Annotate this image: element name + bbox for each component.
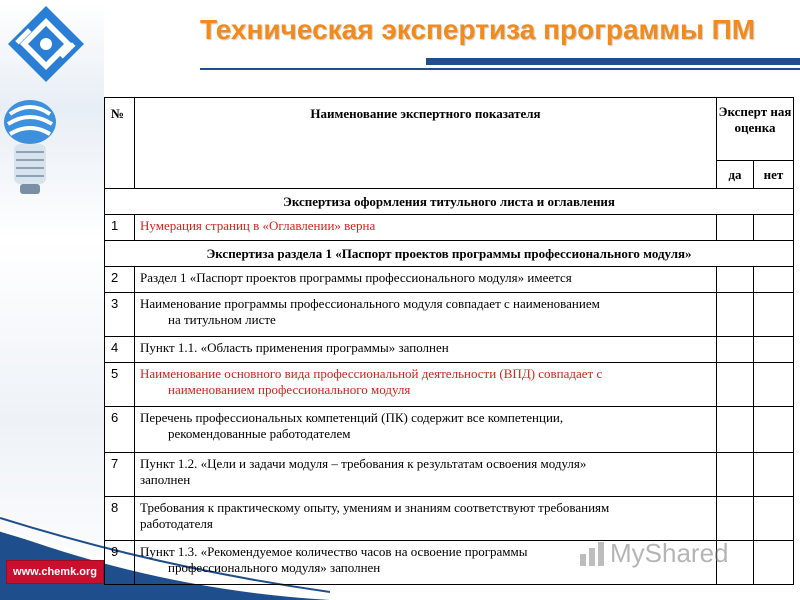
row-text: Пункт 1.3. «Рекомендуемое количество часов на освоение программы профессионального модуля» заполнен bbox=[135, 541, 717, 585]
slide-title: Техническая экспертиза программы ПМ bbox=[200, 14, 756, 45]
cell-yes[interactable] bbox=[717, 497, 754, 541]
cell-yes[interactable] bbox=[717, 293, 754, 337]
cell-yes[interactable] bbox=[717, 407, 754, 453]
watermark-chart-icon bbox=[578, 538, 610, 568]
cell-yes[interactable] bbox=[717, 215, 754, 241]
cell-no[interactable] bbox=[754, 337, 794, 363]
row-number: 6 bbox=[105, 407, 135, 453]
expertise-table bbox=[104, 97, 793, 585]
cell-no[interactable] bbox=[754, 293, 794, 337]
row-number: 5 bbox=[105, 363, 135, 407]
cell-no[interactable] bbox=[754, 267, 794, 293]
header-num: № bbox=[105, 98, 135, 189]
title-rule-thin bbox=[200, 68, 800, 70]
header-no: нет bbox=[754, 161, 794, 189]
row-text: Наименование основного вида профессиональной деятельности (ВПД) совпадает с наименованием профессионального модуля bbox=[135, 363, 717, 407]
cell-no[interactable] bbox=[754, 215, 794, 241]
cell-yes[interactable] bbox=[717, 337, 754, 363]
cell-no[interactable] bbox=[754, 363, 794, 407]
row-number: 1 bbox=[105, 215, 135, 241]
header-yes: да bbox=[717, 161, 754, 189]
website-url[interactable]: www.chemk.org bbox=[13, 566, 97, 578]
row-number: 2 bbox=[105, 267, 135, 293]
row-text: Раздел 1 «Паспорт проектов программы профессионального модуля» имеется bbox=[135, 267, 717, 293]
row-text: Нумерация страниц в «Оглавлении» верна bbox=[135, 215, 717, 241]
header-name: Наименование экспертного показателя bbox=[135, 98, 717, 189]
cell-no[interactable] bbox=[754, 407, 794, 453]
watermark: MyShared bbox=[610, 538, 729, 568]
header-expert: Эксперт ная оценка bbox=[717, 98, 794, 161]
row-text: Требования к практическому опыту, умениям и знаниям соответствуют требованиям работодателя bbox=[135, 497, 717, 541]
section-title: Экспертиза оформления титульного листа и оглавления bbox=[105, 189, 794, 215]
row-number: 3 bbox=[105, 293, 135, 337]
cell-no[interactable] bbox=[754, 453, 794, 497]
row-text: Пункт 1.2. «Цели и задачи модуля – требования к результатам освоения модуля» заполнен bbox=[135, 453, 717, 497]
row-text: Перечень профессиональных компетенций (ПК) содержит все компетенции, рекомендованные работодателем bbox=[135, 407, 717, 453]
website-badge[interactable] bbox=[6, 560, 104, 584]
row-number: 4 bbox=[105, 337, 135, 363]
company-logo-icon bbox=[6, 4, 86, 84]
cell-yes[interactable] bbox=[717, 453, 754, 497]
title-rule-thick bbox=[426, 58, 800, 65]
row-number: 8 bbox=[105, 497, 135, 541]
section-title: Экспертиза раздела 1 «Паспорт проектов программы профессионального модуля» bbox=[105, 241, 794, 267]
row-number: 9 bbox=[105, 541, 135, 585]
row-text: Пункт 1.1. «Область применения программы» заполнен bbox=[135, 337, 717, 363]
cell-yes[interactable] bbox=[717, 363, 754, 407]
lightbulb-icon bbox=[0, 92, 72, 212]
row-number: 7 bbox=[105, 453, 135, 497]
cell-yes[interactable] bbox=[717, 267, 754, 293]
row-text: Наименование программы профессионального модуля совпадает с наименованием на титульном листе bbox=[135, 293, 717, 337]
cell-no[interactable] bbox=[754, 497, 794, 541]
cell-no[interactable] bbox=[754, 541, 794, 585]
